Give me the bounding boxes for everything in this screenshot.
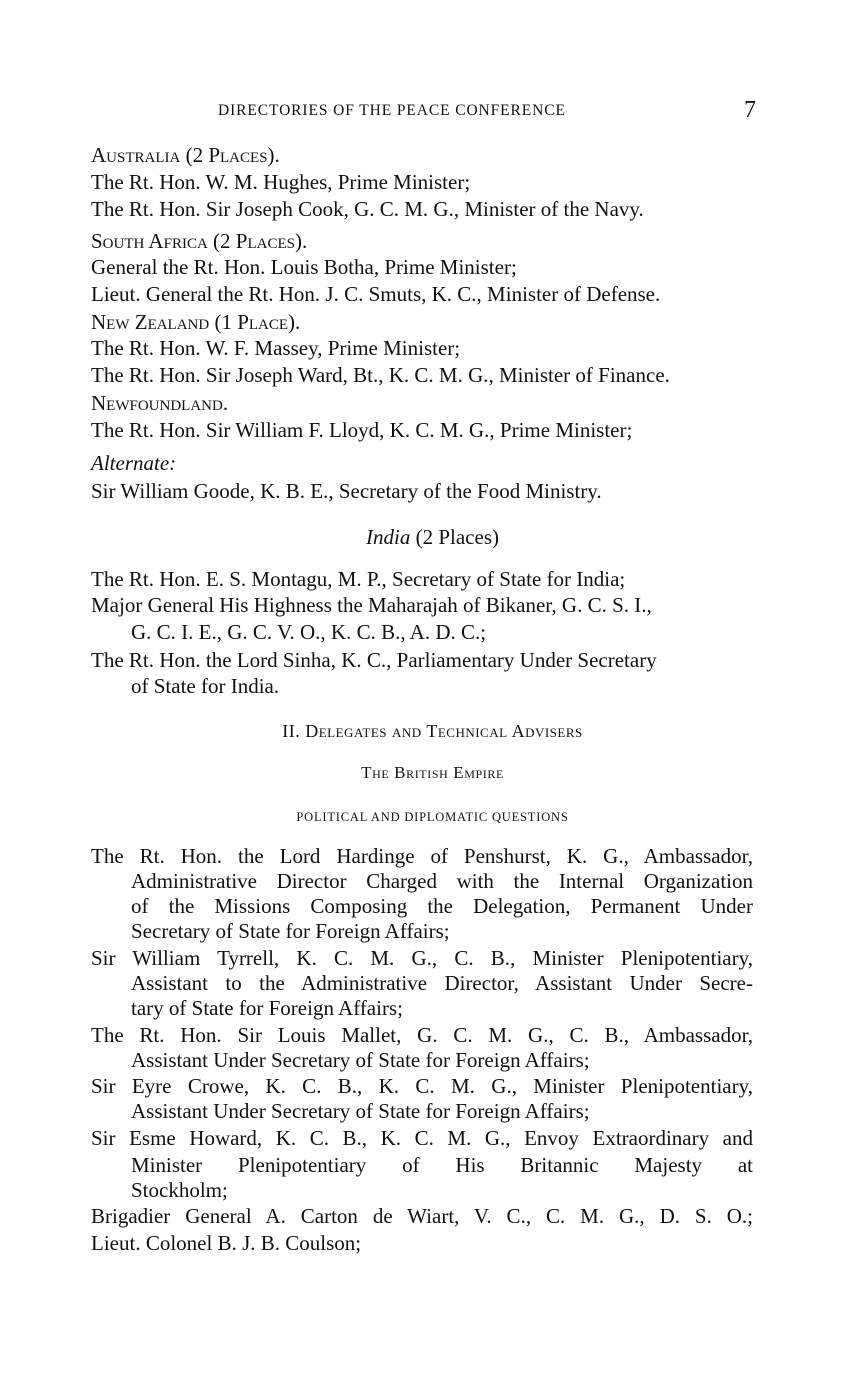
entry-line: The Rt. Hon. E. S. Montagu, M. P., Secretary of State for India; [91, 567, 626, 591]
entry-line: Lieut. General the Rt. Hon. J. C. Smuts, K. C., Minister of Defense. [91, 282, 661, 306]
country-heading-south-africa: South Africa (2 Places). [91, 229, 308, 253]
running-title: DIRECTORIES OF THE PEACE CONFERENCE [218, 102, 566, 119]
entry-line: Secretary of State for Foreign Affairs; [131, 919, 450, 943]
entry-line: Sir William Tyrrell, K. C. M. G., C. B., Minister Plenipotentiary, [91, 946, 753, 970]
entry-line: The Rt. Hon. Sir Joseph Ward, Bt., K. C. M. G., Minister of Finance. [91, 363, 670, 387]
entry-line: The Rt. Hon. Sir William F. Lloyd, K. C. M. G., Prime Minister; [91, 418, 633, 442]
entry-line: Assistant Under Secretary of State for Foreign Affairs; [131, 1048, 590, 1072]
entry-line: Sir Esme Howard, K. C. B., K. C. M. G., Envoy Extraordinary and [91, 1126, 753, 1150]
entry-line: Major General His Highness the Maharajah of Bikaner, G. C. S. I., [91, 593, 652, 617]
page-number: 7 [744, 97, 756, 123]
country-heading-newfoundland: Newfoundland. [91, 391, 229, 415]
category-heading: POLITICAL AND DIPLOMATIC QUESTIONS [296, 810, 569, 824]
country-heading-new-zealand: New Zealand (1 Place). [91, 310, 301, 334]
entry-line: The Rt. Hon. W. F. Massey, Prime Minister; [91, 336, 461, 360]
entry-line: The Rt. Hon. the Lord Hardinge of Penshurst, K. G., Ambassador, [91, 844, 753, 868]
entry-line: Sir Eyre Crowe, K. C. B., K. C. M. G., Minister Plenipotentiary, [91, 1074, 753, 1098]
entry-line: tary of State for Foreign Affairs; [131, 996, 403, 1020]
entry-line: The Rt. Hon. the Lord Sinha, K. C., Parliamentary Under Secretary [91, 648, 657, 672]
entry-line: Assistant to the Administrative Director, Assistant Under Secre- [131, 971, 753, 995]
section-heading: II. Delegates and Technical Advisers [282, 721, 583, 741]
entry-line: Sir William Goode, K. B. E., Secretary of the Food Ministry. [91, 479, 602, 503]
entry-line: of State for India. [131, 674, 280, 698]
subsection-heading: The British Empire [361, 763, 504, 782]
entry-line: The Rt. Hon. Sir Louis Mallet, G. C. M. G., C. B., Ambassador, [91, 1023, 753, 1047]
country-heading-australia: Australia (2 Places). [91, 143, 280, 167]
entry-line: General the Rt. Hon. Louis Botha, Prime Minister; [91, 255, 517, 279]
entry-line: Minister Plenipotentiary of His Britannic Majesty at [131, 1153, 753, 1177]
entry-line: Brigadier General A. Carton de Wiart, V. C., C. M. G., D. S. O.; [91, 1204, 753, 1228]
entry-line: G. C. I. E., G. C. V. O., K. C. B., A. D. C.; [131, 620, 487, 644]
entry-line: of the Missions Composing the Delegation, Permanent Under [131, 894, 753, 918]
entry-line: The Rt. Hon. W. M. Hughes, Prime Minister; [91, 170, 471, 194]
alternate-label: Alternate: [91, 451, 177, 475]
entry-line: Assistant Under Secretary of State for Foreign Affairs; [131, 1099, 590, 1123]
entry-line: Stockholm; [131, 1178, 228, 1202]
entry-line: Administrative Director Charged with the Internal Organization [131, 869, 753, 893]
entry-line: Lieut. Colonel B. J. B. Coulson; [91, 1231, 362, 1255]
entry-line: The Rt. Hon. Sir Joseph Cook, G. C. M. G., Minister of the Navy. [91, 197, 644, 221]
india-heading: India (2 Places) [366, 525, 499, 549]
